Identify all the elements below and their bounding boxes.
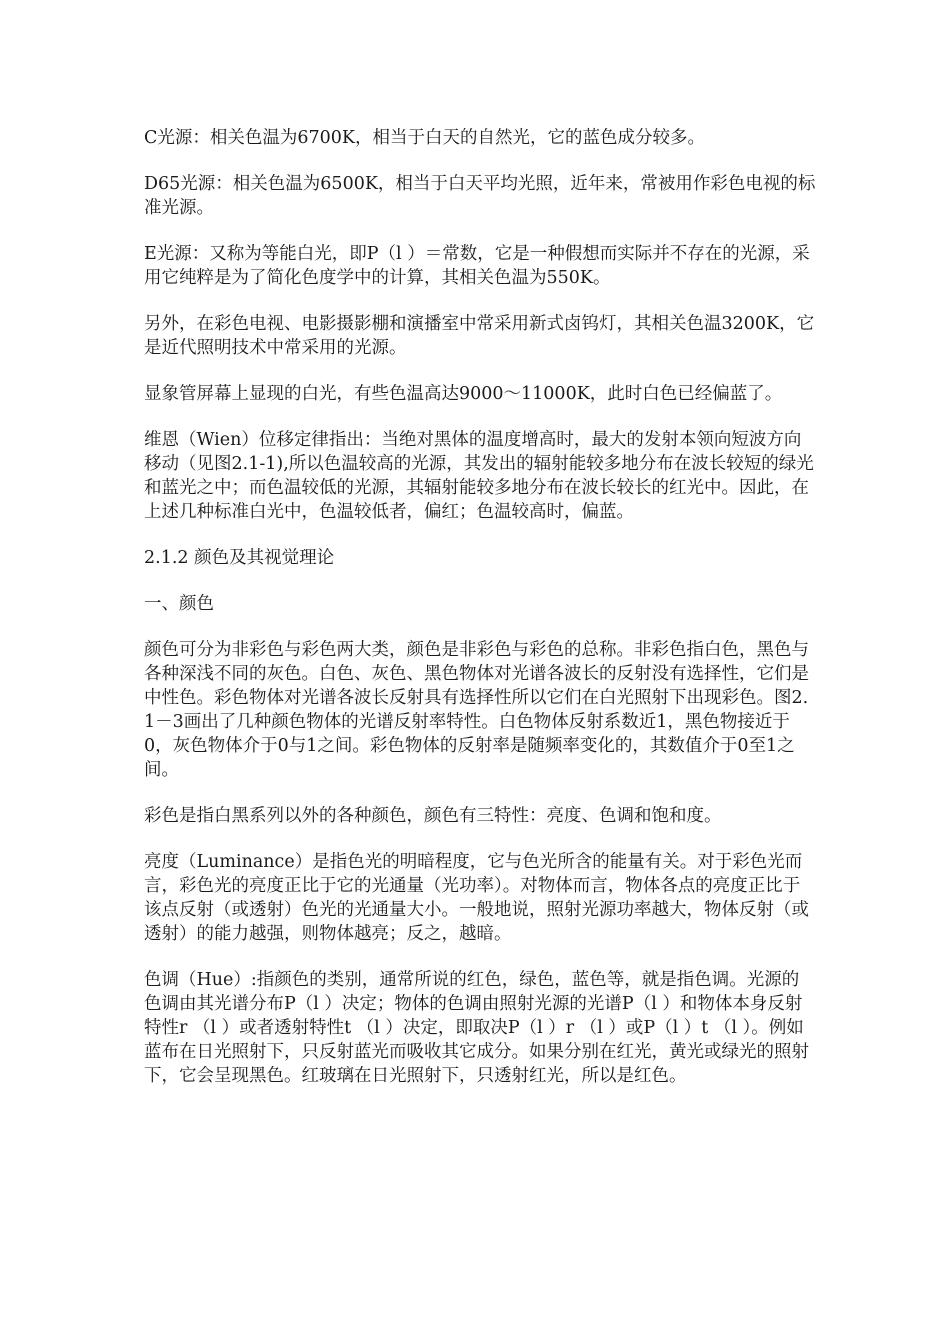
paragraph-c-illuminant: C光源：相关色温为6700K，相当于白天的自然光，它的蓝色成分较多。 bbox=[144, 128, 705, 148]
paragraph-wien-law: 维恩（Wien）位移定律指出：当绝对黑体的温度增高时，最大的发射本领向短波方向移动（见图2.1-1),所以色温较高的光源，其发出的辐射能较多地分布在波长较短的绿光和蓝光之中；而色温较低的光源，其辐射能较多地分布在波长较长的红光中。因此，在上述几种标准白光中，色温较低者，偏红；色温较高时，偏蓝。 bbox=[144, 430, 814, 522]
paragraph-d65-illuminant: D65光源：相关色温为6500K，相当于白天平均光照，近年来，常被用作彩色电视的标准光源。 bbox=[144, 174, 816, 218]
subsection-heading: 一、颜色 bbox=[144, 594, 214, 614]
paragraph-color-attributes: 彩色是指白黑系列以外的各种颜色，颜色有三特性：亮度、色调和饱和度。 bbox=[144, 806, 722, 826]
paragraph-halogen-lamp: 另外，在彩色电视、电影摄影棚和演播室中常采用新式卤钨灯，其相关色温3200K，它是近代照明技术中常采用的光源。 bbox=[144, 314, 815, 358]
section-heading: 2.1.2 颜色及其视觉理论 bbox=[144, 548, 335, 568]
paragraph-color-definition: 颜色可分为非彩色与彩色两大类，颜色是非彩色与彩色的总称。非彩色指白色，黑色与各种深浅不同的灰色。白色、灰色、黑色物体对光谱各波长的反射没有选择性，它们是中性色。彩色物体对光谱各波长反射具有选择性所以它们在白光照射下出现彩色。图2.1－3画出了几种颜色物体的光谱反射率特性。白色物体反射系数近1，黑色物接近于0，灰色物体介于0与1之间。彩色物体的反射率是随频率变化的，其数值介于0至1之间。 bbox=[144, 640, 809, 780]
paragraph-hue: 色调（Hue）:指颜色的类别，通常所说的红色，绿色，蓝色等，就是指色调。光源的色调由其光谱分布P（l ）决定；物体的色调由照射光源的光谱P（l ）和物体本身反射特性r （l ）或者透射特性t （l ）决定，即取决P（l ）r （l ）或P（l ）t （l ）。例如蓝布在日光照射下，只反射蓝光而吸收其它成分。如果分别在红光，黄光或绿光的照射下，它会呈现黑色。红玻璃在日光照射下，只透射红光，所以是红色。 bbox=[144, 970, 809, 1086]
paragraph-crt-white: 显象管屏幕上显现的白光，有些色温高达9000～11000K，此时白色已经偏蓝了。 bbox=[144, 384, 783, 404]
document-body bbox=[144, 126, 816, 1110]
paragraph-luminance: 亮度（Luminance）是指色光的明暗程度，它与色光所含的能量有关。对于彩色光而言，彩色光的亮度正比于它的光通量（光功率）。对物体而言，物体各点的亮度正比于该点反射（或透射）色光的光通量大小。一般地说，照射光源功率越大，物体反射（或透射）的能力越强，则物体越亮；反之，越暗。 bbox=[144, 852, 809, 944]
paragraph-e-illuminant: E光源：又称为等能白光，即P（l ）＝常数，它是一种假想而实际并不存在的光源，采用它纯粹是为了简化色度学中的计算，其相关色温为550K。 bbox=[144, 244, 810, 288]
